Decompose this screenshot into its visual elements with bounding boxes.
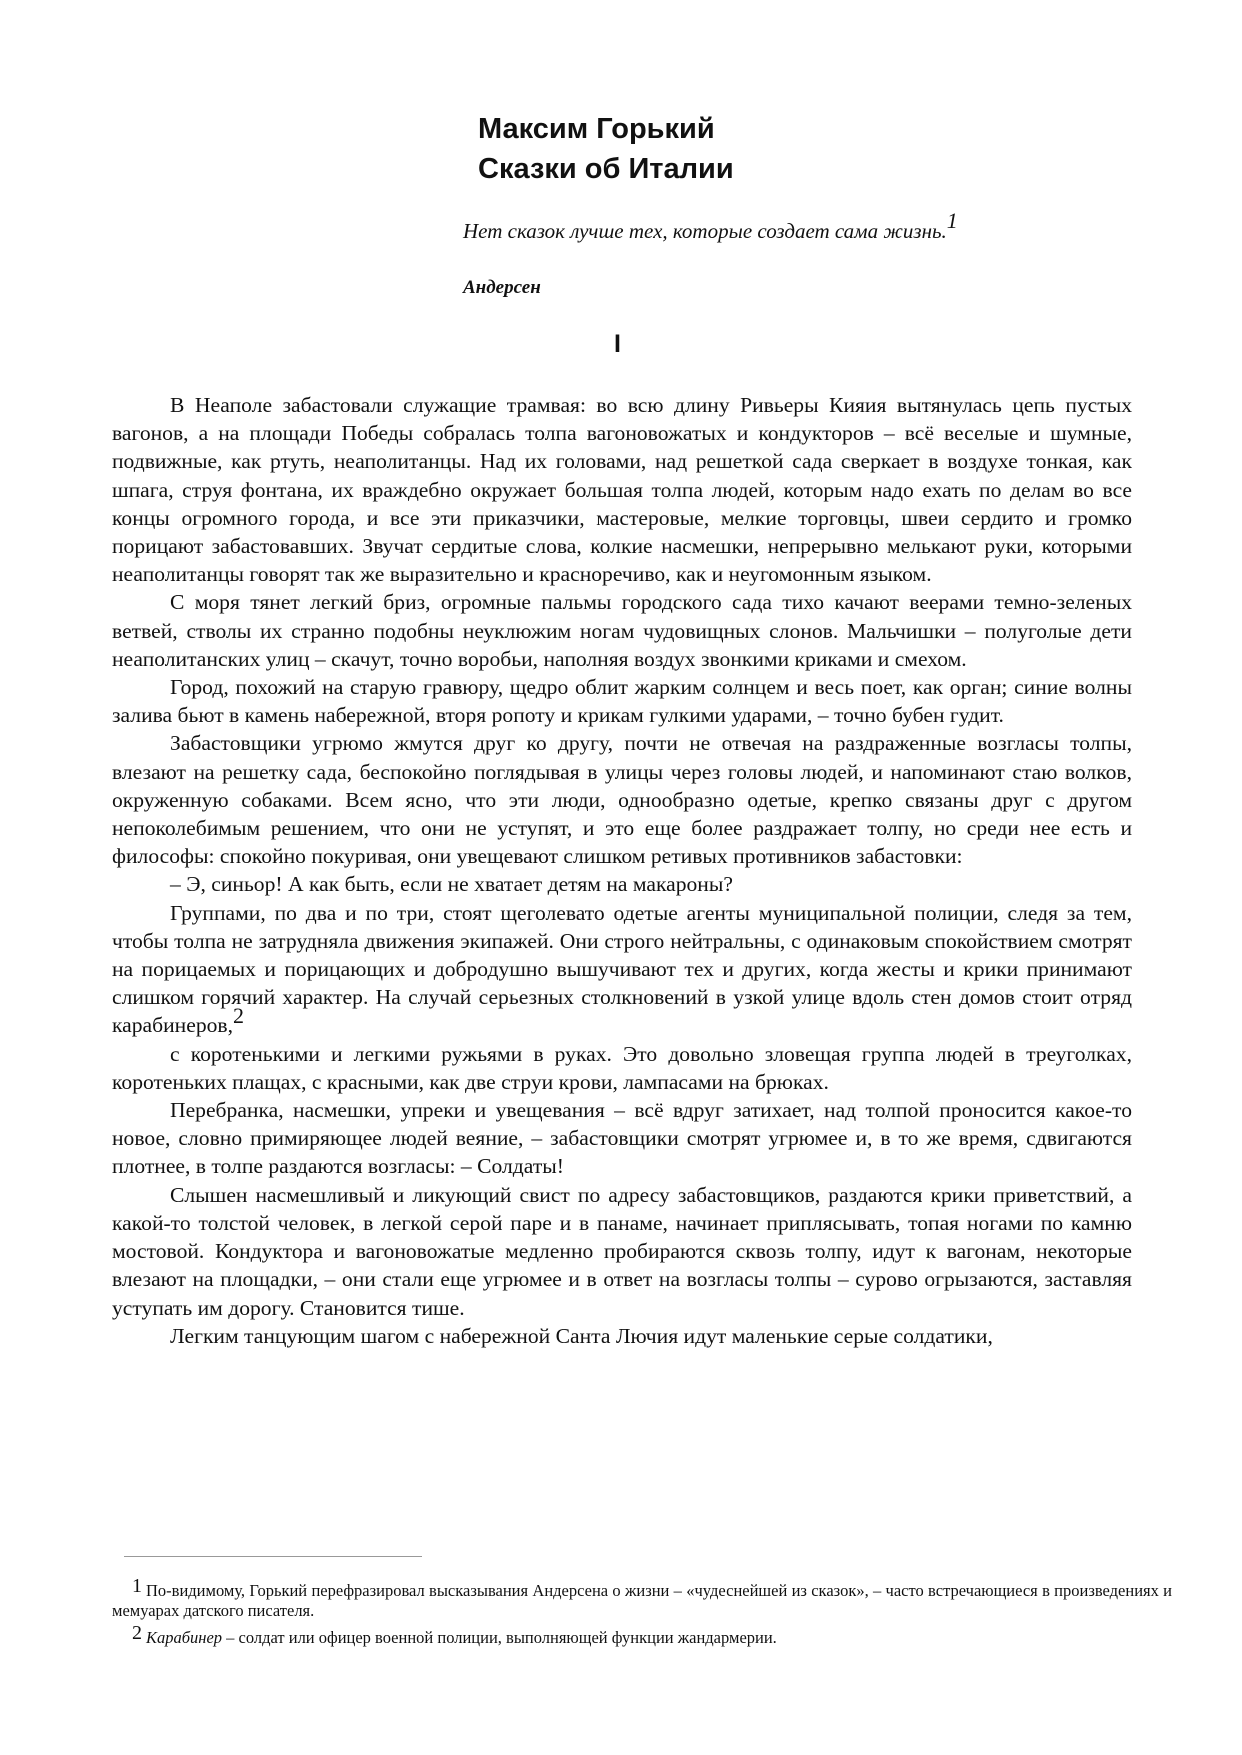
footnote-2-number: 2 — [132, 1622, 142, 1644]
paragraph-9: Слышен насмешливый и ликующий свист по адресу забастовщиков, раздаются крики приветствий, а какой-то толстой человек, в легкой серой паре и в панаме, начинает приплясывать, топая ногами по камню мостовой. Кондуктора и вагоновожатые медленно пробираются сквозь толпу, идут к вагонам, некоторые влезают на площадки, – они стали еще угрюмее и в ответ на возгласы толпы – сурово огрызаются, заставляя уступать им дорогу. Становится тише. — [112, 1182, 1132, 1320]
paragraph-1: В Неаполе забастовали служащие трамвая: во всю длину Ривьеры Кияия вытянулась цепь пустых вагонов, а на площади Победы собралась толпа вагоновожатых и кондукторов – всё веселые и шумные, подвижные, как ртуть, неаполитанцы. Над их головами, над решеткой сада сверкает в воздухе тонкая, как шпага, струя фонтана, их враждебно окружает большая толпа людей, которым надо ехать по делам во все концы огромного города, и все эти приказчики, мастеровые, мелкие торговцы, швеи сердито и громко порицают забастовавших. Звучат сердитые слова, колкие насмешки, непрерывно мелькают руки, которыми неаполитанцы говорят так же выразительно и красноречиво, как и неугомонным языком. — [112, 393, 1132, 587]
epigraph-text: Нет сказок лучше тех, которые создает сама жизнь. — [463, 219, 947, 243]
footnote-2 — [112, 1622, 1172, 1648]
paragraph-2: С моря тянет легкий бриз, огромные пальмы городского сада тихо качают веерами темно-зеленых ветвей, стволы их странно подобны неуклюжим ногам чудовищных слонов. Мальчишки – полуголые дети неаполитанских улиц – скачут, точно воробьи, наполняя воздух звонкими криками и смехом. — [112, 590, 1132, 671]
footnotes — [112, 1575, 1172, 1654]
footnote-1 — [112, 1575, 1172, 1621]
paragraph-6-text: Группами, по два и по три, стоят щеголевато одетые агенты муниципальной полиции, следя за тем, чтобы толпа не затрудняла движения экипажей. Они строго нейтральны, с одинаковым спокойствием смотрят на порицаемых и порицающих и добродушно вышучивают тех и других, когда жесты и крики принимают слишком горячий характер. На случай серьезных столкновений в узкой улице вдоль стен домов стоит отряд карабинеров, — [112, 900, 1132, 1038]
paragraph-10: Легким танцующим шагом с набережной Санта Лючия идут маленькие серые солдатики, — [170, 1323, 993, 1348]
chapter-number: I — [614, 330, 621, 358]
paragraph-8: Перебранка, насмешки, упреки и увещевания – всё вдруг затихает, над толпой проносится какое-то новое, словно примиряющее людей веяние, – забастовщики смотрят угрюмее и, в то же время, сдвигаются плотнее, в толпе раздаются возгласы: – Солдаты! — [112, 1098, 1132, 1179]
paragraph-7: с коротенькими и легкими ружьями в руках. Это довольно зловещая группа людей в треуголках, коротеньких плащах, с красными, как две струи крови, лампасами на брюках. — [112, 1041, 1132, 1094]
footnote-ref-1[interactable]: 1 — [946, 208, 958, 233]
epigraph-attribution: Андерсен — [463, 277, 541, 298]
paragraph-3: Город, похожий на старую гравюру, щедро облит жарким солнцем и весь поет, как орган; синие волны залива бьют в камень набережной, вторя ропоту и крикам гулкими ударами, – точно бубен гудит. — [112, 675, 1132, 728]
epigraph — [463, 208, 958, 244]
body-text — [112, 391, 1132, 1350]
paragraph-4: Забастовщики угрюмо жмутся друг ко другу, почти не отвечая на раздраженные возгласы толпы, влезают на решетку сада, беспокойно поглядывая в улицы через головы людей, и напоминают стаю волков, окруженную собаками. Всем ясно, что эти люди, однообразно одетые, крепко связаны друг с другом непоколебимым решением, что они не уступят, и это еще более раздражает толпу, но среди нее есть и философы: спокойно покуривая, они увещевают слишком ретивых противников забастовки: — [112, 731, 1132, 869]
author-name: Максим Горький — [478, 113, 715, 145]
paragraph-6 — [112, 899, 1132, 1040]
footnote-1-number: 1 — [132, 1575, 142, 1597]
paragraph-5: – Э, синьор! А как быть, если не хватает детям на макароны? — [170, 872, 733, 897]
footnote-1-text: По-видимому, Горький перефразировал высказывания Андерсена о жизни – «чудеснейшей из сказок», – часто встречающиеся в произведениях и мемуарах датского писателя. — [112, 1581, 1172, 1620]
footnote-ref-2[interactable]: 2 — [233, 1003, 245, 1029]
footnote-2-term: Карабинер — [146, 1628, 223, 1647]
footnote-divider — [124, 1556, 422, 1557]
book-title: Сказки об Италии — [478, 153, 734, 185]
footnote-2-text: – солдат или офицер военной полиции, выполняющей функции жандармерии. — [222, 1628, 777, 1647]
